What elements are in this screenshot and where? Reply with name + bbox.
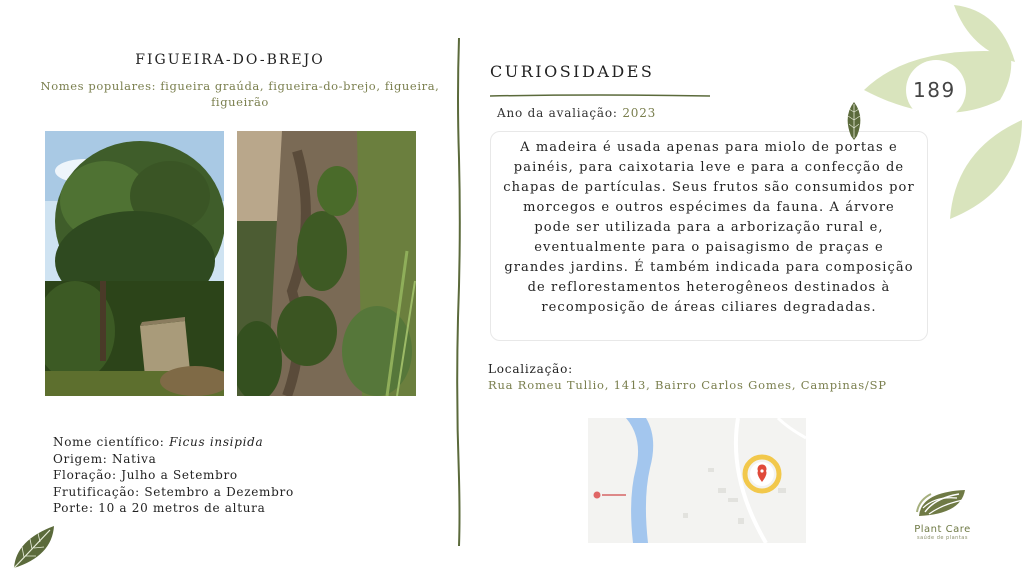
scientific-name: Ficus insipida [169,435,264,449]
popular-names: Nomes populares: figueira graúda, figueira-do-brejo, figueira, figueirão [40,79,440,109]
section-title: CURIOSIDADES [490,62,655,81]
corner-leaf-icon [10,522,60,574]
logo-leaf-icon [913,486,973,520]
column-divider [455,38,463,550]
page-number: 189 [913,78,956,102]
title-underline [490,84,710,103]
year-value: 2023 [622,106,657,120]
scientific-label: Nome científico: [53,435,170,449]
location-map[interactable] [588,418,806,543]
size: Porte: 10 a 20 metros de altura [53,501,266,515]
logo-tagline: saúde de plantas [917,535,968,541]
location-address: Rua Romeu Tullio, 1413, Bairro Carlos Gomes, Campinas/SP [488,378,887,392]
tree-photo [45,131,224,396]
flowering: Floração: Julho a Setembro [53,468,238,482]
decorative-leaves-icon [850,0,1024,229]
plant-care-logo [905,486,980,541]
fruiting: Frutificação: Setembro a Dezembro [53,484,294,499]
year-label: Ano da avaliação: [497,106,623,120]
trunk-photo [237,131,416,396]
origin: Origem: Nativa [53,451,157,466]
small-leaf-icon [843,100,865,144]
logo-name: Plant Care [914,524,971,535]
species-title: FIGUEIRA-DO-BREJO [135,52,325,68]
evaluation-year [497,106,656,120]
species-info [53,434,294,517]
location-label: Localização: [488,362,573,376]
description-box: A madeira é usada apenas para miolo de portas e painéis, para caixotaria leve e para a confecção de chapas de partículas. Seus frutos são consumidos por morcegos e outros espécimes da fauna. A árvore pode ser utilizada para a arborização rural e, eventualmente para o paisagismo de praças e grandes jardins. É também indicada para composição de reflorestamentos heterogêneos destinados à recomposição de áreas ciliares degradadas. [490,131,928,341]
